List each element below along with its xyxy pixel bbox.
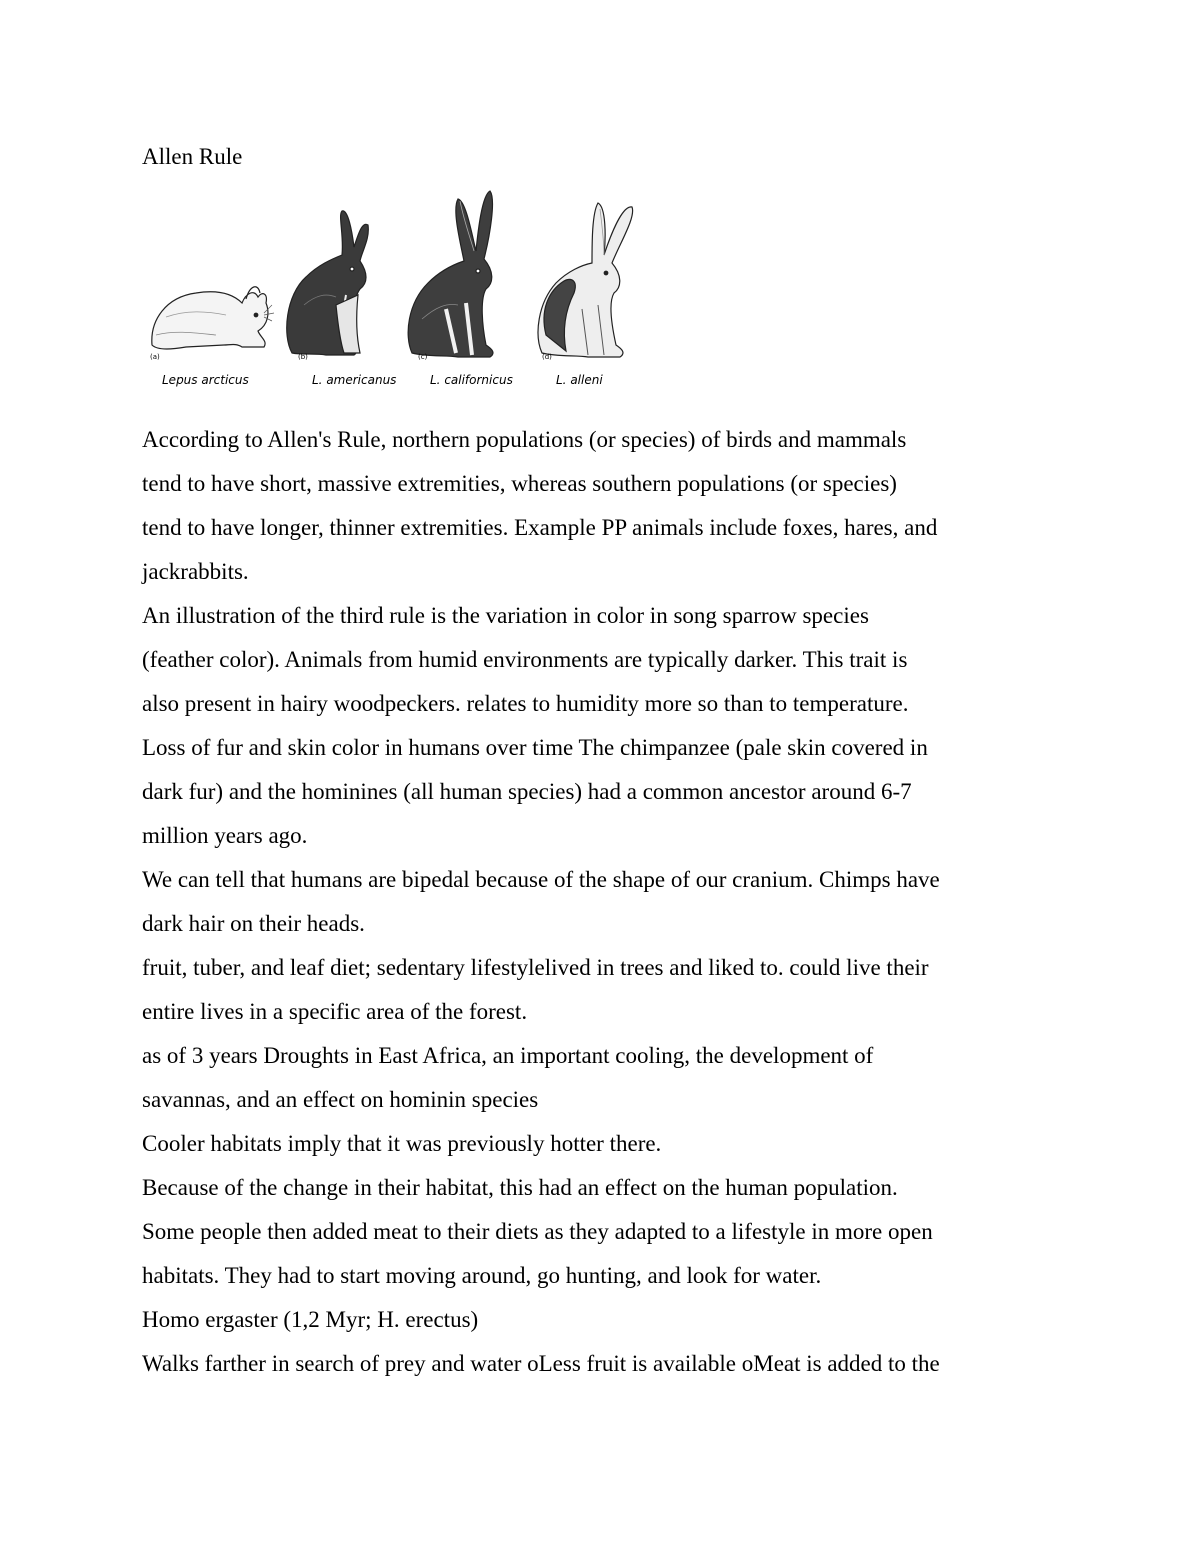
text-line: We can tell that humans are bipedal because of the shape of our cranium. Chimps have <box>142 867 940 892</box>
hare-illustration-image <box>146 185 672 370</box>
text-line: entire lives in a specific area of the forest. <box>142 999 528 1024</box>
arctic-hare-drawing <box>152 287 274 349</box>
hare-illustration-figure <box>146 185 672 395</box>
panel-letter-d: (d) <box>542 353 552 361</box>
body-text <box>142 418 1042 1386</box>
snowshoe-hare-drawing <box>287 211 369 355</box>
caption-l-alleni: L. alleni <box>556 373 603 387</box>
panel-letter-a: (a) <box>150 353 160 361</box>
text-line: fruit, tuber, and leaf diet; sedentary lifestylelived in trees and liked to. could live their <box>142 955 929 980</box>
text-line: An illustration of the third rule is the variation in color in song sparrow species <box>142 603 869 628</box>
text-line: (feather color). Animals from humid environments are typically darker. This trait is <box>142 647 908 672</box>
text-line: Cooler habitats imply that it was previously hotter there. <box>142 1131 662 1156</box>
caption-lepus-arcticus: Lepus arcticus <box>162 373 249 387</box>
panel-letter-c: (c) <box>418 353 428 361</box>
text-line: dark fur) and the hominines (all human species) had a common ancestor around 6-7 <box>142 779 912 804</box>
text-line: Homo ergaster (1,2 Myr; H. erectus) <box>142 1307 479 1332</box>
text-line: jackrabbits. <box>142 559 249 584</box>
caption-l-californicus: L. californicus <box>430 373 513 387</box>
text-line: habitats. They had to start moving around, go hunting, and look for water. <box>142 1263 822 1288</box>
text-line: Walks farther in search of prey and water oLess fruit is available oMeat is added to the <box>142 1351 940 1376</box>
page-title: Allen Rule <box>142 144 243 169</box>
text-line: tend to have short, massive extremities, whereas southern populations (or species) <box>142 471 897 496</box>
text-line: Because of the change in their habitat, this had an effect on the human population. <box>142 1175 898 1200</box>
text-line: tend to have longer, thinner extremities. Example PP animals include foxes, hares, and <box>142 515 938 540</box>
text-line: million years ago. <box>142 823 308 848</box>
text-line: Loss of fur and skin color in humans over time The chimpanzee (pale skin covered in <box>142 735 928 760</box>
text-line: also present in hairy woodpeckers. relates to humidity more so than to temperature. <box>142 691 909 716</box>
text-line: as of 3 years Droughts in East Africa, an important cooling, the development of <box>142 1043 874 1068</box>
text-line: Some people then added meat to their diets as they adapted to a lifestyle in more open <box>142 1219 933 1244</box>
text-line: According to Allen's Rule, northern populations (or species) of birds and mammals <box>142 427 907 452</box>
panel-letter-b: (b) <box>298 353 308 361</box>
text-line: savannas, and an effect on hominin species <box>142 1087 539 1112</box>
caption-l-americanus: L. americanus <box>312 373 397 387</box>
black-tailed-jackrabbit-drawing <box>408 191 493 357</box>
antelope-jackrabbit-drawing <box>538 203 633 357</box>
text-line: dark hair on their heads. <box>142 911 365 936</box>
